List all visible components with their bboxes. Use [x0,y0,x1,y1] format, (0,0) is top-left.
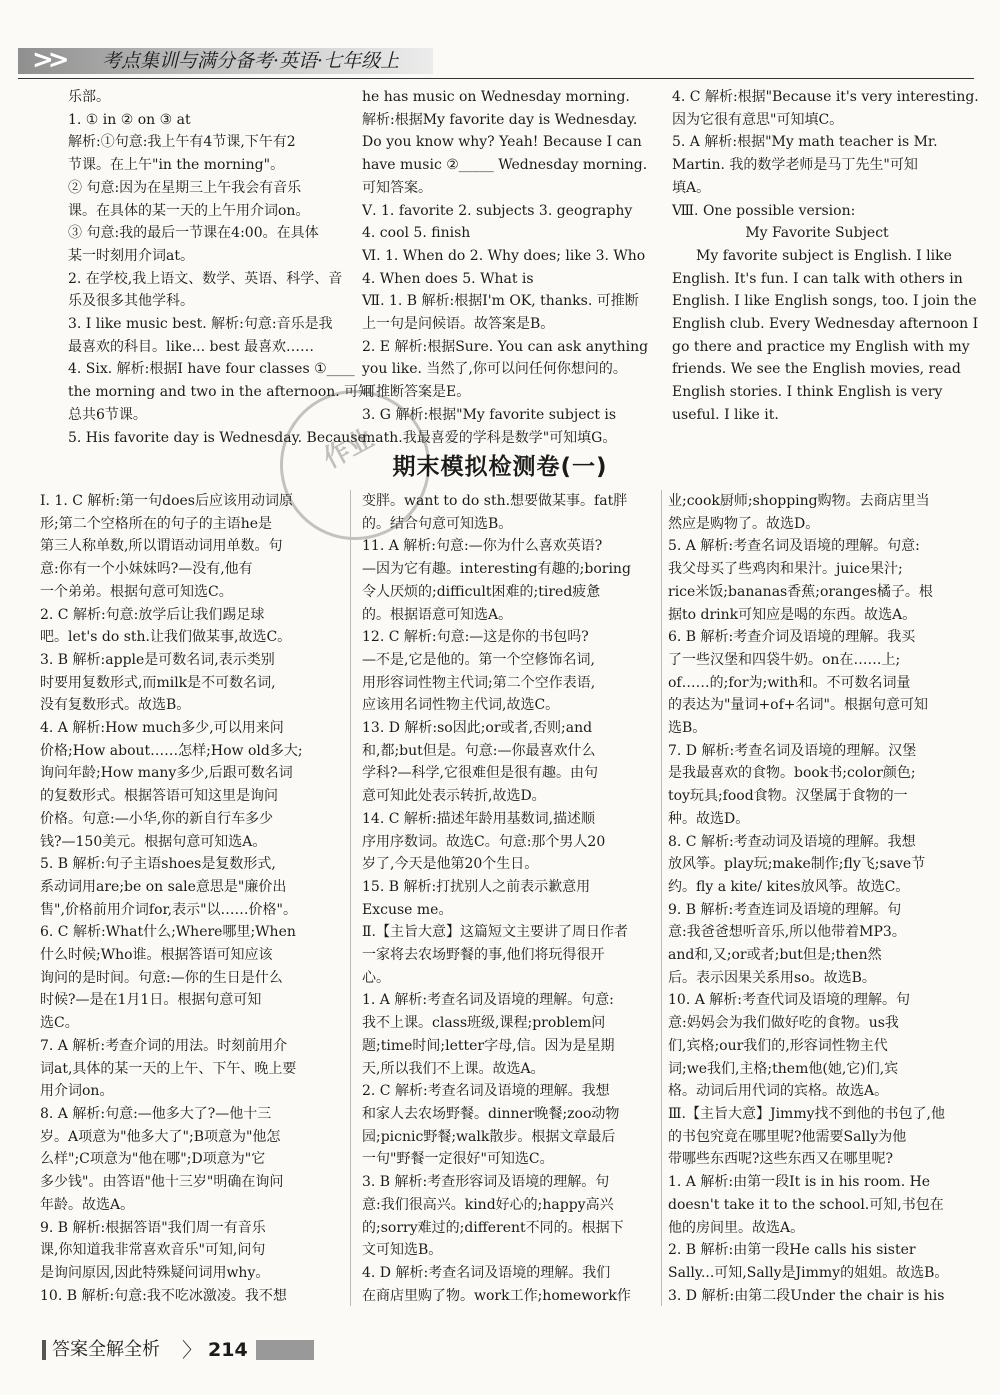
text-line: 5. A 解析:根据"My math teacher is Mr. [672,134,938,151]
text-line: 他的房间里。故选A。 [668,1219,805,1236]
text-line: 15. B 解析:打扰别人之前表示歉意用 [362,878,591,895]
section-title: 期末模拟检测卷(一) [392,454,608,480]
text-line: Ⅶ. 1. B 解析:根据I'm OK, thanks. 可推断 [362,293,639,310]
text-line: English club. Every Wednesday afternoon I [672,316,979,333]
text-line: Ⅷ. One possible version: [672,202,856,219]
text-line: 变胖。want to do sth.想要做某事。fat胖 [362,493,628,509]
text-line: 2. E 解析:根据Sure. You can ask anything [362,338,649,355]
text-line: 8. C 解析:考查动词及语境的理解。我想 [668,833,916,850]
book-title: 考点集训与满分备考·英语·七年级上 [102,50,400,72]
text-line: 用形容词性物主代词;第二个空作表语, [362,674,596,691]
bottom-column-3 [668,490,962,1307]
text-line: 5. B 解析:句子主语shoes是复数形式, [40,856,276,873]
text-line: English. I like English songs, too. I join the [672,293,977,310]
text-line: 序用序数词。故选C。句意:那个男人20 [362,833,606,850]
bottom-column-1 [40,490,344,1307]
text-line: 的;sorry难过的;different不同的。根据下 [362,1219,624,1236]
page-header [18,44,433,78]
text-line: of……的;for为;with和。不可数名词量 [668,674,911,691]
text-line: 解析:①句意:我上午有4节课,下午有2 [68,134,296,151]
text-line: 8. A 解析:句意:—他多大了?—他十三 [40,1105,272,1122]
text-line: 意:你有一个小妹妹吗?—没有,他有 [40,561,253,578]
text-line: 园;picnic野餐;walk散步。根据文章最后 [362,1128,616,1145]
text-line: 词;we我们,主格;them他(她,它)们,宾 [668,1060,899,1077]
text-line: Martin. 我的数学老师是马丁先生"可知 [672,157,918,174]
text-line: 没有复数形式。故选B。 [40,697,191,714]
text-line: 价格;How about……怎样;How old多大; [40,742,303,759]
text-line: 1. ① in ② on ③ at [68,111,191,128]
column-divider [350,490,351,1306]
text-line: My favorite subject is English. I like [696,247,952,264]
text-line: 课。在具体的某一天的上午用介词on。 [68,202,310,219]
text-line: the morning and two in the afternoon. 可知 [68,384,373,401]
text-line: 形;第二个空格所在的句子的主语he是 [40,515,273,532]
text-line: 5. His favorite day is Wednesday. Because [68,429,366,446]
text-line: 2. C 解析:考查名词及语境的理解。我想 [362,1083,610,1100]
text-line: 和,都;but但是。句意:—你最喜欢什么 [362,742,596,759]
text-line: 据to drink可知应是喝的东西。故选A。 [668,606,917,623]
text-line: 询问年龄;How many多少,后跟可数名词 [40,765,293,782]
text-line: 2. 在学校,我上语文、数学、英语、科学、音 [68,270,343,287]
text-line: 令人厌烦的;difficult困难的;tired疲惫 [362,583,601,600]
text-line: 的。结合句意可知选B。 [362,515,513,532]
text-line: 是我最喜欢的食物。book书;color颜色; [668,765,916,782]
text-line: 文可知选B。 [362,1242,443,1259]
text-line: 4. Six. 解析:根据I have four classes ①____ [68,361,355,378]
text-line: 解析:根据My favorite day is Wednesday. [362,111,638,128]
text-line: 心。 [362,969,390,986]
page-number: 214 [208,1339,248,1361]
text-line: 上一句是问候语。故答案是B。 [362,316,555,333]
text-line: 售",价格前用介词for,表示"以……价格"。 [40,901,297,918]
text-line: 意:我们很高兴。kind好心的;happy高兴 [362,1196,614,1213]
text-line: 乐及很多其他学科。 [68,293,194,310]
header-divider [18,78,974,79]
text-line: —不是,它是他的。第一个空修饰名词, [362,651,595,668]
bottom-column-2 [362,490,654,1307]
text-line: 约。fly a kite/ kites放风筝。故选C。 [668,878,910,895]
text-line: 在商店里购了物。work工作;homework作 [362,1287,631,1304]
text-line: 种。故选D。 [668,810,750,827]
text-line: 4. cool 5. finish [362,225,471,242]
text-line: Ⅱ.【主旨大意】这篇短文主要讲了周日作者 [362,924,628,941]
text-line: 的。根据语意可知选A。 [362,606,513,623]
top-column-3 [672,86,979,427]
text-line: 因为它很有意思"可知填C。 [672,111,844,128]
text-line: 天,所以我们不上课。故选A。 [362,1060,545,1077]
top-column-2 [362,86,652,449]
text-line: My Favorite Subject [745,225,889,242]
text-line: 一个弟弟。根据句意可知选C。 [40,583,233,600]
text-line: 的书包究竟在哪里呢?他需要Sally为他 [668,1128,907,1145]
text-line: 吧。let's do sth.让我们做某事,故选C。 [40,629,292,646]
column-divider [661,490,662,1306]
text-line: 可知答案。 [362,179,432,196]
text-line: 词at,具体的某一天的上午、下午、晚上要 [40,1060,297,1077]
text-line: Sally...可知,Sally是Jimmy的姐姐。故选B。 [668,1264,949,1281]
text-line: 总共6节课。 [68,406,147,423]
text-line: 6. B 解析:考查介词及语境的理解。我买 [668,629,916,646]
text-line: Do you know why? Yeah! Because I can [362,134,642,151]
text-line: 后。表示因果关系用so。故选B。 [668,969,876,986]
text-line: math.我最喜爱的学科是数学"可知填G。 [362,429,617,446]
text-line: and和,又;or或者;but但是;then然 [668,947,882,964]
text-line: 么样";C项意为"他在哪";D项意为"它 [40,1151,266,1168]
text-line: ② 句意:因为在星期三上午我会有音乐 [68,179,302,196]
text-line: 带哪些东西呢?这些东西又在哪里呢? [668,1151,894,1168]
text-line: 应该用名词性物主代词,故选C。 [362,697,560,714]
text-line: 意可知此处表示转折,故选D。 [362,788,546,805]
text-line: —因为它有趣。interesting有趣的;boring [362,561,631,578]
text-line: 11. A 解析:句意:—你为什么喜欢英语? [362,538,603,555]
text-line: 3. D 解析:由第二段Under the chair is his [668,1287,945,1304]
text-line: 年龄。故选A。 [40,1196,135,1213]
text-line: 9. B 解析:根据答语"我们周一有音乐 [40,1219,266,1236]
footer-band [256,1340,314,1360]
footer-label: 答案全解全析 [52,1339,160,1360]
text-line: 第三人称单数,所以谓语动词用单数。句 [40,538,283,555]
text-line: 岁。A项意为"他多大了";B项意为"他怎 [40,1128,281,1145]
text-line: 意:我爸爸想听音乐,所以他带着MP3。 [668,924,906,941]
text-line: Ⅵ. 1. When do 2. Why does; like 3. Who [362,247,646,264]
text-line: 节课。在上午"in the morning"。 [68,157,285,174]
text-line: 们,宾格;our我们的,形容词性物主代 [668,1037,888,1054]
text-line: have music ②_____ Wednesday morning. [362,157,648,174]
text-line: 10. A 解析:考查代词及语境的理解。句 [668,992,910,1009]
text-line: 13. D 解析:so因此;or或者,否则;and [362,720,593,737]
text-line: 用介词on。 [40,1083,114,1100]
text-line: 5. A 解析:考查名词及语境的理解。句意: [668,538,920,555]
text-line: 4. D 解析:考查名词及语境的理解。我们 [362,1264,611,1281]
text-line: 是询问原因,因此特殊疑问词用why。 [40,1264,270,1281]
text-line: he has music on Wednesday morning. [362,89,630,105]
text-line: 的复数形式。根据答语可知这里是询问 [40,788,278,805]
text-line: 岁了,今天是他第20个生日。 [362,856,539,873]
text-line: 选C。 [40,1015,79,1032]
text-line: 填A。 [672,179,711,196]
text-line: 3. G 解析:根据"My favorite subject is [362,406,617,423]
footer-bar [42,1340,46,1360]
text-line: 3. B 解析:考查形容词及语境的理解。句 [362,1174,610,1191]
text-line: useful. I like it. [672,406,779,423]
text-line: 多少钱"。由答语"他十三岁"明确在询问 [40,1174,284,1191]
text-line: 题;time时间;letter字母,信。因为是星期 [362,1037,615,1054]
text-line: doesn't take it to the school.可知,书包在 [668,1196,944,1213]
text-line: 某一时刻用介词at。 [68,247,194,264]
text-line: 7. D 解析:考查名词及语境的理解。汉堡 [668,742,917,759]
text-line: 我不上课。class班级,课程;problem问 [362,1015,606,1032]
stamp-text: 作业 [318,423,379,475]
text-line: 10. B 解析:句意:我不吃冰激凌。我不想 [40,1287,287,1304]
text-line: 选B。 [668,720,707,737]
text-line: English. It's fun. I can talk with others in [672,270,963,287]
text-line: Excuse me。 [362,901,453,918]
text-line: toy玩具;food食物。汉堡属于食物的一 [668,788,908,805]
text-line: 什么时候;Who谁。根据答语可知应该 [40,947,273,964]
text-line: Ⅲ.【主旨大意】Jimmy找不到他的书包了,他 [668,1105,945,1122]
text-line: 9. B 解析:考查连词及语境的理解。句 [668,901,902,918]
text-line: 2. B 解析:由第一段He calls his sister [668,1242,916,1259]
text-line: friends. We see the English movies, read [672,361,961,378]
text-line: 询问的是时间。句意:—你的生日是什么 [40,969,283,986]
text-line: 1. A 解析:由第一段It is in his room. He [668,1174,931,1191]
text-line: 时候?—是在1月1日。根据句意可知 [40,992,262,1009]
text-line: 可推断答案是E。 [362,384,471,401]
text-line: you like. 当然了,你可以问任何你想问的。 [362,361,627,378]
text-line: 4. When does 5. What is [362,270,534,287]
text-line: 学科?—科学,它很难但是很有趣。由句 [362,765,598,782]
text-line: 6. C 解析:What什么;Where哪里;When [40,924,296,941]
text-line: 4. C 解析:根据"Because it's very interesting. [672,89,979,105]
text-line: 钱?—150美元。根据句意可知选A。 [40,833,267,850]
chevron-right-icon: >> [32,45,64,75]
text-line: 一句"野餐一定很好"可知选C。 [362,1151,554,1168]
text-line: 一家将去农场野餐的事,他们将玩得很开 [362,947,605,964]
text-line: 了一些汉堡和四袋牛奶。on在……上; [668,651,901,668]
text-line: 格。动词后用代词的宾格。故选A。 [668,1083,889,1100]
text-line: English stories. I think English is very [672,384,943,401]
text-line: 放风筝。play玩;make制作;fly飞;save节 [668,856,926,873]
text-line: 然应是购物了。故选D。 [668,515,820,532]
text-line: 3. B 解析:apple是可数名词,表示类别 [40,651,275,668]
top-column-1 [68,86,373,449]
text-line: 乐部。 [68,89,110,105]
text-line: 系动词用are;be on sale意思是"廉价出 [40,878,287,895]
text-line: 价格。句意:—小华,你的新自行车多少 [40,810,274,827]
text-line: 和家人去农场野餐。dinner晚餐;zoo动物 [362,1105,620,1122]
text-line: 课,你知道我非常喜欢音乐"可知,问句 [40,1242,266,1259]
text-line: 我父母买了些鸡肉和果汁。juice果汁; [668,561,903,578]
text-line: ③ 句意:我的最后一节课在4:00。在具体 [68,225,319,242]
chevron-right-icon: 〉 [182,1338,202,1362]
text-line: 3. I like music best. 解析:句意:音乐是我 [68,316,333,333]
text-line: rice米饭;bananas香蕉;oranges橘子。根 [668,583,933,600]
text-line: 12. C 解析:句意:—这是你的书包吗? [362,629,589,646]
text-line: 7. A 解析:考查介词的用法。时刻前用介 [40,1037,288,1054]
text-line: Ⅰ. 1. C 解析:第一句does后应该用动词原 [40,493,293,509]
text-line: 的表达为"量词+of+名词"。根据句意可知 [668,697,928,714]
text-line: 业;cook厨师;shopping购物。去商店里当 [668,493,930,509]
text-line: 14. C 解析:描述年龄用基数词,描述顺 [362,810,596,827]
text-line: 1. A 解析:考查名词及语境的理解。句意: [362,992,614,1009]
text-line: go there and practice my English with my [672,338,970,355]
text-line: 最喜欢的科目。like... best 最喜欢…… [68,338,315,355]
text-line: 2. C 解析:句意:放学后让我们踢足球 [40,606,265,623]
text-line: 4. A 解析:How much多少,可以用来问 [40,720,284,737]
text-line: Ⅴ. 1. favorite 2. subjects 3. geography [362,202,633,219]
text-line: 时要用复数形式,而milk是不可数名词, [40,674,276,691]
text-line: 意:妈妈会为我们做好吃的食物。us我 [668,1015,899,1032]
